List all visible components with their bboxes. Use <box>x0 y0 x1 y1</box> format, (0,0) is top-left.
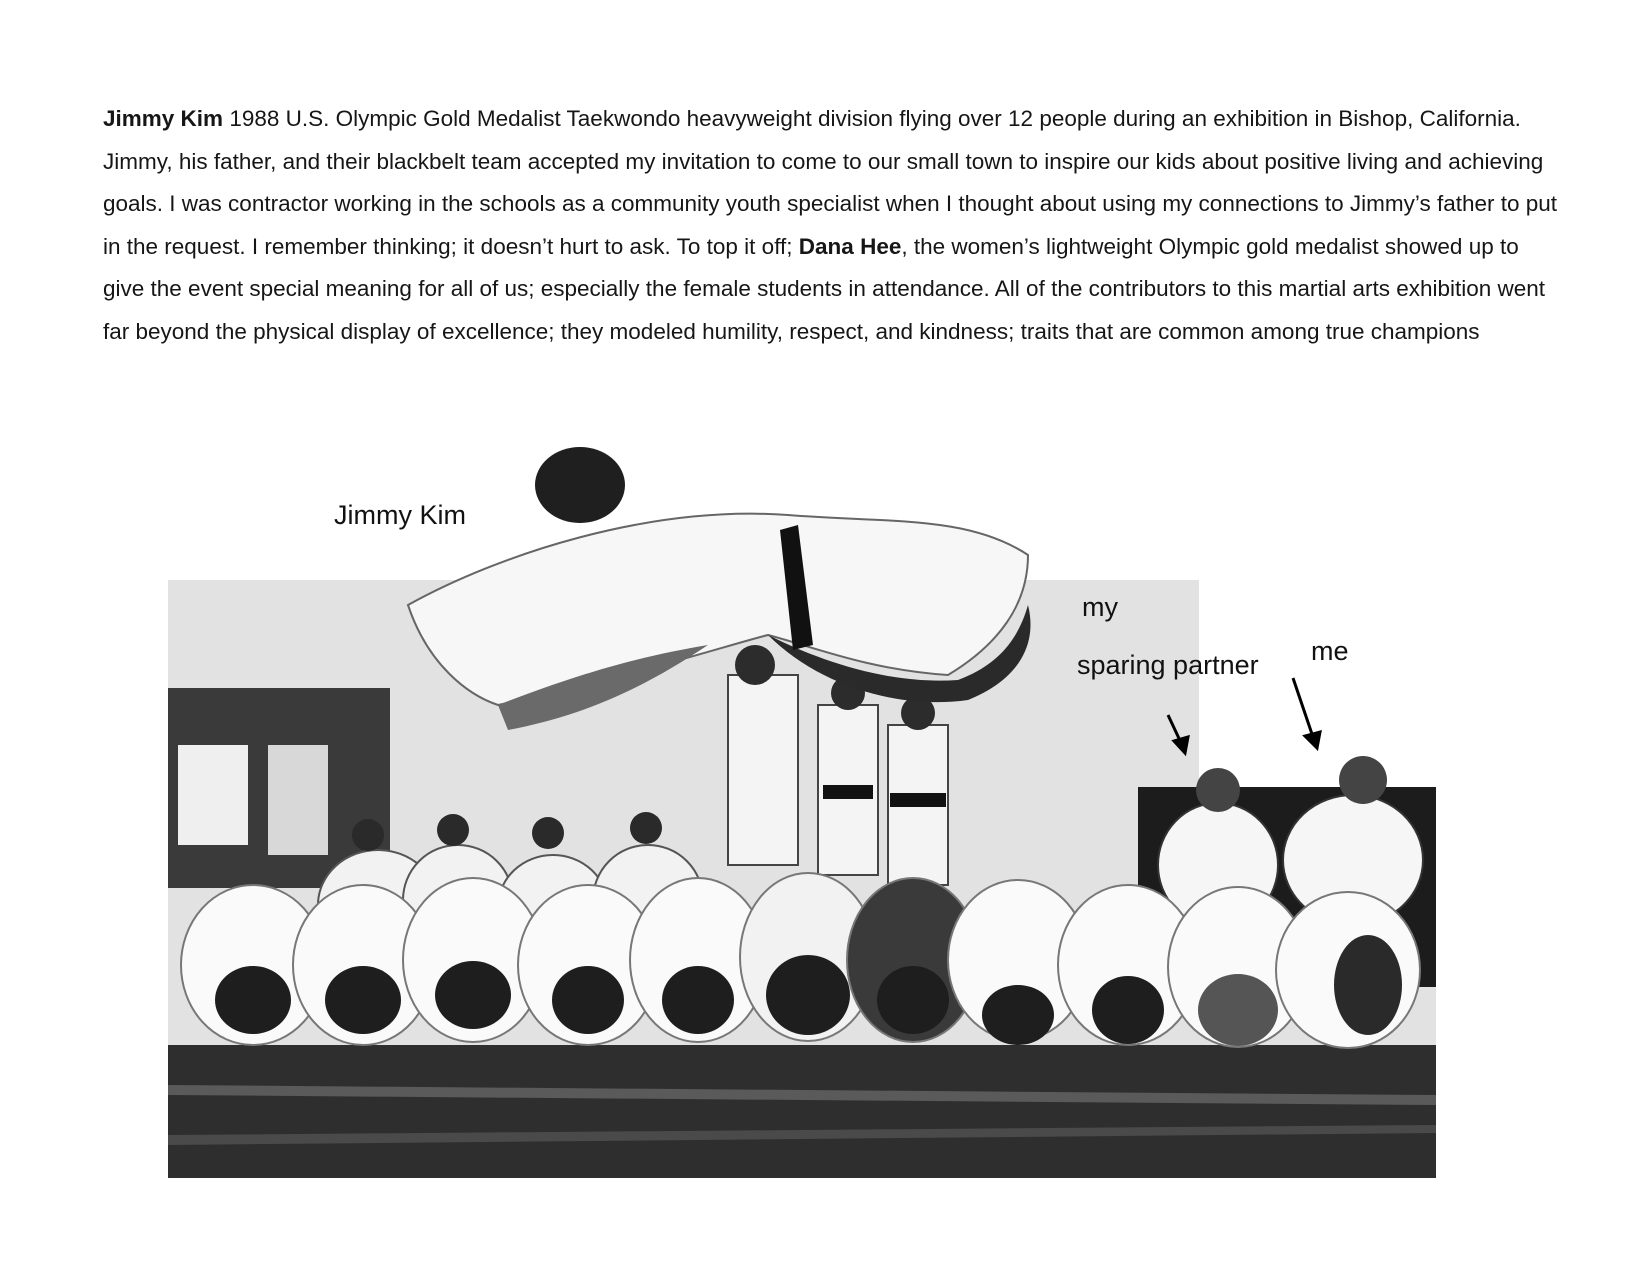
caption-paragraph <box>103 98 1563 354</box>
label-me: me <box>1311 636 1349 666</box>
label-my: my <box>1082 592 1118 622</box>
label-sparing-partner: sparing partner <box>1077 650 1259 680</box>
exhibition-photo <box>168 445 1436 1178</box>
exhibition-photo-illustration <box>168 445 1436 1178</box>
caption-text-1: 1988 U.S. Olympic Gold Medalist Taekwondo heavyweight division flying over 12 people during an exhibition in Bishop, California. Jimmy, his father, and their blackbelt team accepted my invitation to come to our small town to inspire our kids about positive living and achieving goals. I was contractor working in the schools as a community youth specialist when I thought about using my connections to Jimmy’s father to put in the request. I remember thinking; it doesn’t hurt to ask. To top it off; <box>103 106 1558 259</box>
gym-floor <box>168 1045 1436 1178</box>
caption-name-jimmy-kim: Jimmy Kim <box>103 106 224 131</box>
caption-text-2: , the women’s lightweight Olympic gold medalist showed up to give the event special meaning for all of us; especially the female students in attendance. All of the contributors to this martial arts exhibition went far beyond the physical display of excellence; they modeled humility, respect, and kindness; traits that are common among true champions <box>103 233 1546 344</box>
caption-name-dana-hee: Dana Hee <box>798 233 902 259</box>
label-jimmy-kim: Jimmy Kim <box>334 500 466 530</box>
